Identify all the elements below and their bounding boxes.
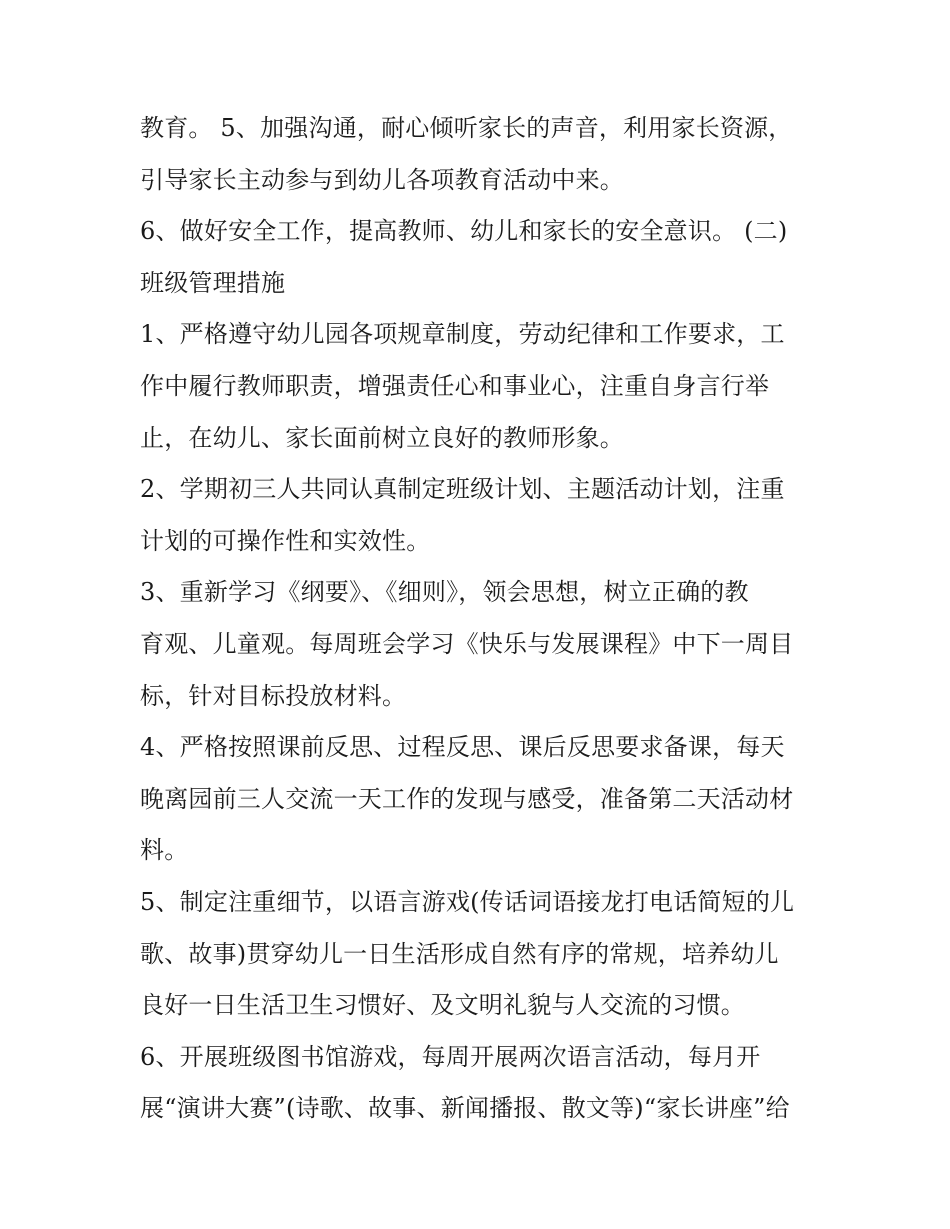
document-body (140, 103, 820, 1135)
text-line: 良好一日生活卫生习惯好、及文明礼貌与人交流的习惯。 (140, 991, 745, 1020)
text-line: 2、学期初三人共同认真制定班级计划、主题活动计划，注重 (140, 475, 785, 504)
text-line: 料。 (140, 836, 189, 865)
text-line: 教育。 5、加强沟通，耐心倾听家长的声音，利用家长资源， (140, 114, 793, 142)
text-line: 作中履行教师职责，增强责任心和事业心，注重自身言行举 (140, 371, 770, 400)
text-line: 1、严格遵守幼儿园各项规章制度，劳动纪律和工作要求，工 (140, 320, 785, 349)
text-line: 5、制定注重细节，以语言游戏(传话词语接龙打电话简短的儿 (140, 887, 795, 916)
text-line: 3、重新学习《纲要》、《细则》，领会思想，树立正确的教 (140, 578, 749, 607)
text-line: 晚离园前三人交流一天工作的发现与感受，准备第二天活动材 (140, 784, 794, 813)
text-line: 6、做好安全工作，提高教师、幼儿和家长的安全意识。 (二) (140, 217, 788, 246)
text-line: 4、严格按照课前反思、过程反思、课后反思要求备课，每天 (140, 733, 785, 762)
text-line: 育观、儿童观。每周班会学习《快乐与发展课程》中下一周目 (140, 629, 794, 658)
text-line: 计划的可操作性和实效性。 (140, 526, 431, 555)
text-line: 班级管理措施 (140, 268, 286, 297)
text-line: 歌、故事)贯穿幼儿一日生活形成自然有序的常规，培养幼儿 (140, 939, 779, 968)
text-line: 展“演讲大赛”(诗歌、故事、新闻播报、散文等)“家长讲座”给 (140, 1094, 790, 1123)
text-line: 止，在幼儿、家长面前树立良好的教师形象。 (140, 423, 624, 452)
text-line: 标，针对目标投放材料。 (140, 681, 407, 710)
text-line: 6、开展班级图书馆游戏，每周开展两次语言活动，每月开 (140, 1042, 761, 1071)
text-line: 引导家长主动参与到幼儿各项教育活动中来。 (140, 165, 624, 194)
